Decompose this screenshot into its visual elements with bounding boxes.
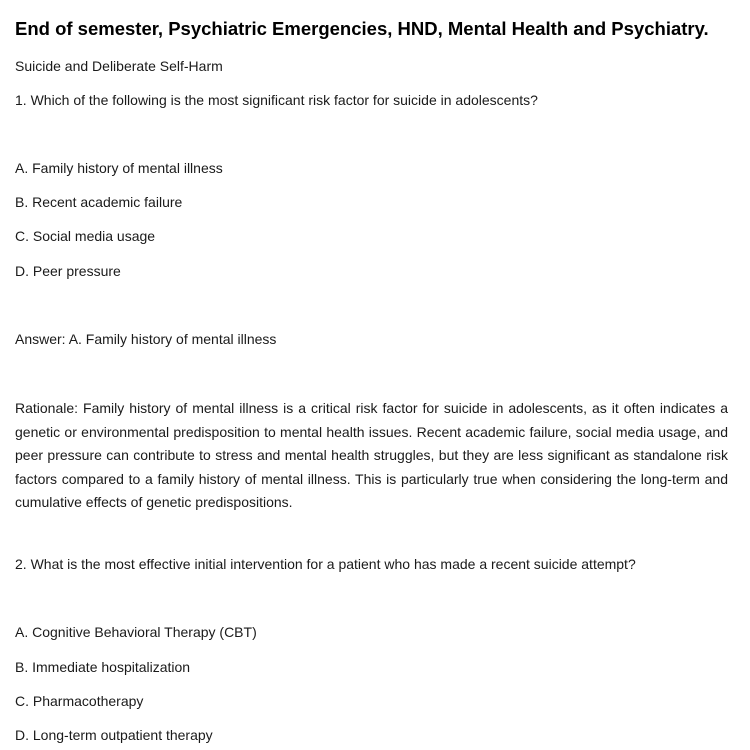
question-1-answer: Answer: A. Family history of mental illness: [15, 331, 277, 347]
question-2-option-b: B. Immediate hospitalization: [15, 659, 191, 675]
question-1-option-a: A. Family history of mental illness: [15, 160, 223, 176]
question-1-rationale: Rationale: Family history of mental illness is a critical risk factor for suicide in adolescents, as it often indicates a genetic or environmental predisposition to mental health issues. Recent academic failure, social media usage, and peer pressure can contribute to stress and mental health struggles, but they are less significant as standalone risk factors compared to a family history of mental illness. This is particularly true when considering the long-term and cumulative effects of genetic predispositions.: [15, 400, 728, 510]
question-1-option-c: C. Social media usage: [15, 228, 156, 244]
section-heading: Suicide and Deliberate Self-Harm: [15, 58, 223, 74]
question-1-text: 1. Which of the following is the most significant risk factor for suicide in adolescents?: [15, 92, 538, 108]
question-1-option-b: B. Recent academic failure: [15, 194, 183, 210]
question-2-option-c: C. Pharmacotherapy: [15, 693, 144, 709]
question-2-option-a: A. Cognitive Behavioral Therapy (CBT): [15, 624, 257, 640]
document-title: End of semester, Psychiatric Emergencies, HND, Mental Health and Psychiatry.: [15, 18, 709, 39]
question-1-option-d: D. Peer pressure: [15, 263, 121, 279]
question-2-option-d: D. Long-term outpatient therapy: [15, 727, 213, 743]
question-2-text: 2. What is the most effective initial intervention for a patient who has made a recent suicide attempt?: [15, 556, 636, 572]
